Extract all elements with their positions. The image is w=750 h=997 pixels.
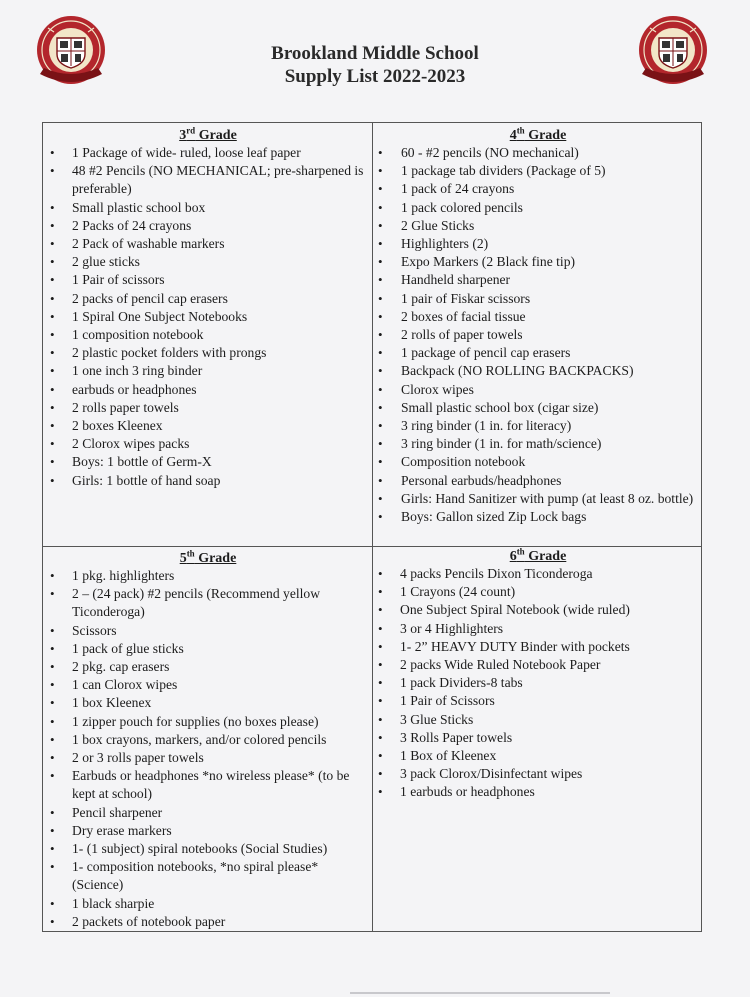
list-item: • 2 rolls paper towels — [47, 399, 369, 417]
grade-4-heading: 4th Grade — [509, 125, 567, 143]
list-item: • 1 Package of wide- ruled, loose leaf paper — [47, 144, 369, 162]
list-item: • Expo Markers (2 Black fine tip) — [375, 253, 701, 271]
list-item: • 2 plastic pocket folders with prongs — [47, 344, 369, 362]
list-item: • 1 pack of 24 crayons — [375, 180, 701, 198]
list-item: • Composition notebook — [375, 453, 701, 471]
list-item: • 3 Glue Sticks — [375, 711, 701, 729]
list-item: • 1 pack Dividers-8 tabs — [375, 674, 701, 692]
grade-3-heading: 3rd Grade — [179, 125, 237, 143]
list-item: • 1 pack of glue sticks — [47, 640, 369, 658]
list-item: • 1 box Kleenex — [47, 694, 369, 712]
list-item: • 1 Spiral One Subject Notebooks — [47, 308, 369, 326]
list-item: • 2 Glue Sticks — [375, 217, 701, 235]
grade-3-section — [47, 127, 369, 490]
list-item: • 2 glue sticks — [47, 253, 369, 271]
list-item: • 2 packets of notebook paper — [47, 913, 369, 931]
list-item: • 1 box crayons, markers, and/or colored pencils — [47, 731, 369, 749]
list-item: • 60 - #2 pencils (NO mechanical) — [375, 144, 701, 162]
list-item: • Girls: 1 bottle of hand soap — [47, 472, 369, 490]
list-item: • 1 can Clorox wipes — [47, 676, 369, 694]
list-item: • 1 Pair of Scissors — [375, 692, 701, 710]
list-item: • Clorox wipes — [375, 381, 701, 399]
table-divider-horizontal — [43, 546, 701, 547]
list-item: • 1 earbuds or headphones — [375, 783, 701, 801]
list-item: • 3 pack Clorox/Disinfectant wipes — [375, 765, 701, 783]
list-item: • Boys: 1 bottle of Germ-X — [47, 453, 369, 471]
list-item: • 1 Box of Kleenex — [375, 747, 701, 765]
list-item: • 1 Pair of scissors — [47, 271, 369, 289]
grade-6-list — [375, 565, 701, 802]
list-item: • Boys: Gallon sized Zip Lock bags — [375, 508, 701, 526]
list-item: • Highlighters (2) — [375, 235, 701, 253]
table-divider-vertical — [372, 123, 373, 931]
list-item: • 1 Crayons (24 count) — [375, 583, 701, 601]
list-item: • Small plastic school box — [47, 199, 369, 217]
list-item: • 2 pkg. cap erasers — [47, 658, 369, 676]
school-name: Brookland Middle School — [271, 43, 479, 64]
list-item: • 2 Clorox wipes packs — [47, 435, 369, 453]
list-item: • Pencil sharpener — [47, 804, 369, 822]
list-item: • 1 black sharpie — [47, 895, 369, 913]
list-item: • Backpack (NO ROLLING BACKPACKS) — [375, 362, 701, 380]
list-item: • 3 Rolls Paper towels — [375, 729, 701, 747]
list-item: • Handheld sharpener — [375, 271, 701, 289]
page-edge-mark — [350, 992, 610, 994]
list-subtitle: Supply List 2022-2023 — [284, 66, 466, 87]
list-item: • 3 ring binder (1 in. for math/science) — [375, 435, 701, 453]
list-item: • 1 zipper pouch for supplies (no boxes please) — [47, 713, 369, 731]
list-item: • One Subject Spiral Notebook (wide ruled) — [375, 601, 701, 619]
list-item: • 3 ring binder (1 in. for literacy) — [375, 417, 701, 435]
list-item: • 1 composition notebook — [47, 326, 369, 344]
grade-5-section — [47, 550, 369, 931]
grade-6-section — [375, 548, 701, 802]
list-item: • 1- 2” HEAVY DUTY Binder with pockets — [375, 638, 701, 656]
page-title — [0, 42, 750, 88]
grade-3-list — [47, 144, 369, 490]
list-item: • 1 package tab dividers (Package of 5) — [375, 162, 701, 180]
grade-5-heading: 5th Grade — [179, 548, 237, 566]
list-item: • Dry erase markers — [47, 822, 369, 840]
list-item: • 2 Pack of washable markers — [47, 235, 369, 253]
grade-4-list — [375, 144, 701, 526]
list-item: • 1 package of pencil cap erasers — [375, 344, 701, 362]
list-item: • Small plastic school box (cigar size) — [375, 399, 701, 417]
list-item: • Personal earbuds/headphones — [375, 472, 701, 490]
list-item: • 2 – (24 pack) #2 pencils (Recommend yellow Ticonderoga) — [47, 585, 369, 621]
supply-table — [42, 122, 702, 932]
list-item: • 2 or 3 rolls paper towels — [47, 749, 369, 767]
list-item: • 1- composition notebooks, *no spiral please* (Science) — [47, 858, 369, 894]
list-item: • Girls: Hand Sanitizer with pump (at least 8 oz. bottle) — [375, 490, 701, 508]
list-item: • 48 #2 Pencils (NO MECHANICAL; pre-sharpened is preferable) — [47, 162, 369, 198]
list-item: • Scissors — [47, 622, 369, 640]
list-item: • 2 packs Wide Ruled Notebook Paper — [375, 656, 701, 674]
list-item: • 2 packs of pencil cap erasers — [47, 290, 369, 308]
list-item: • 4 packs Pencils Dixon Ticonderoga — [375, 565, 701, 583]
list-item: • 1- (1 subject) spiral notebooks (Social Studies) — [47, 840, 369, 858]
grade-4-section — [375, 127, 701, 526]
list-item: • 3 or 4 Highlighters — [375, 620, 701, 638]
list-item: • Earbuds or headphones *no wireless please* (to be kept at school) — [47, 767, 369, 803]
grade-5-list — [47, 567, 369, 931]
list-item: • 1 pair of Fiskar scissors — [375, 290, 701, 308]
list-item: • 1 one inch 3 ring binder — [47, 362, 369, 380]
list-item: • 1 pack colored pencils — [375, 199, 701, 217]
list-item: • 2 boxes of facial tissue — [375, 308, 701, 326]
list-item: • 2 Packs of 24 crayons — [47, 217, 369, 235]
list-item: • earbuds or headphones — [47, 381, 369, 399]
grade-6-heading: 6th Grade — [509, 546, 567, 564]
list-item: • 2 boxes Kleenex — [47, 417, 369, 435]
list-item: • 1 pkg. highlighters — [47, 567, 369, 585]
list-item: • 2 rolls of paper towels — [375, 326, 701, 344]
